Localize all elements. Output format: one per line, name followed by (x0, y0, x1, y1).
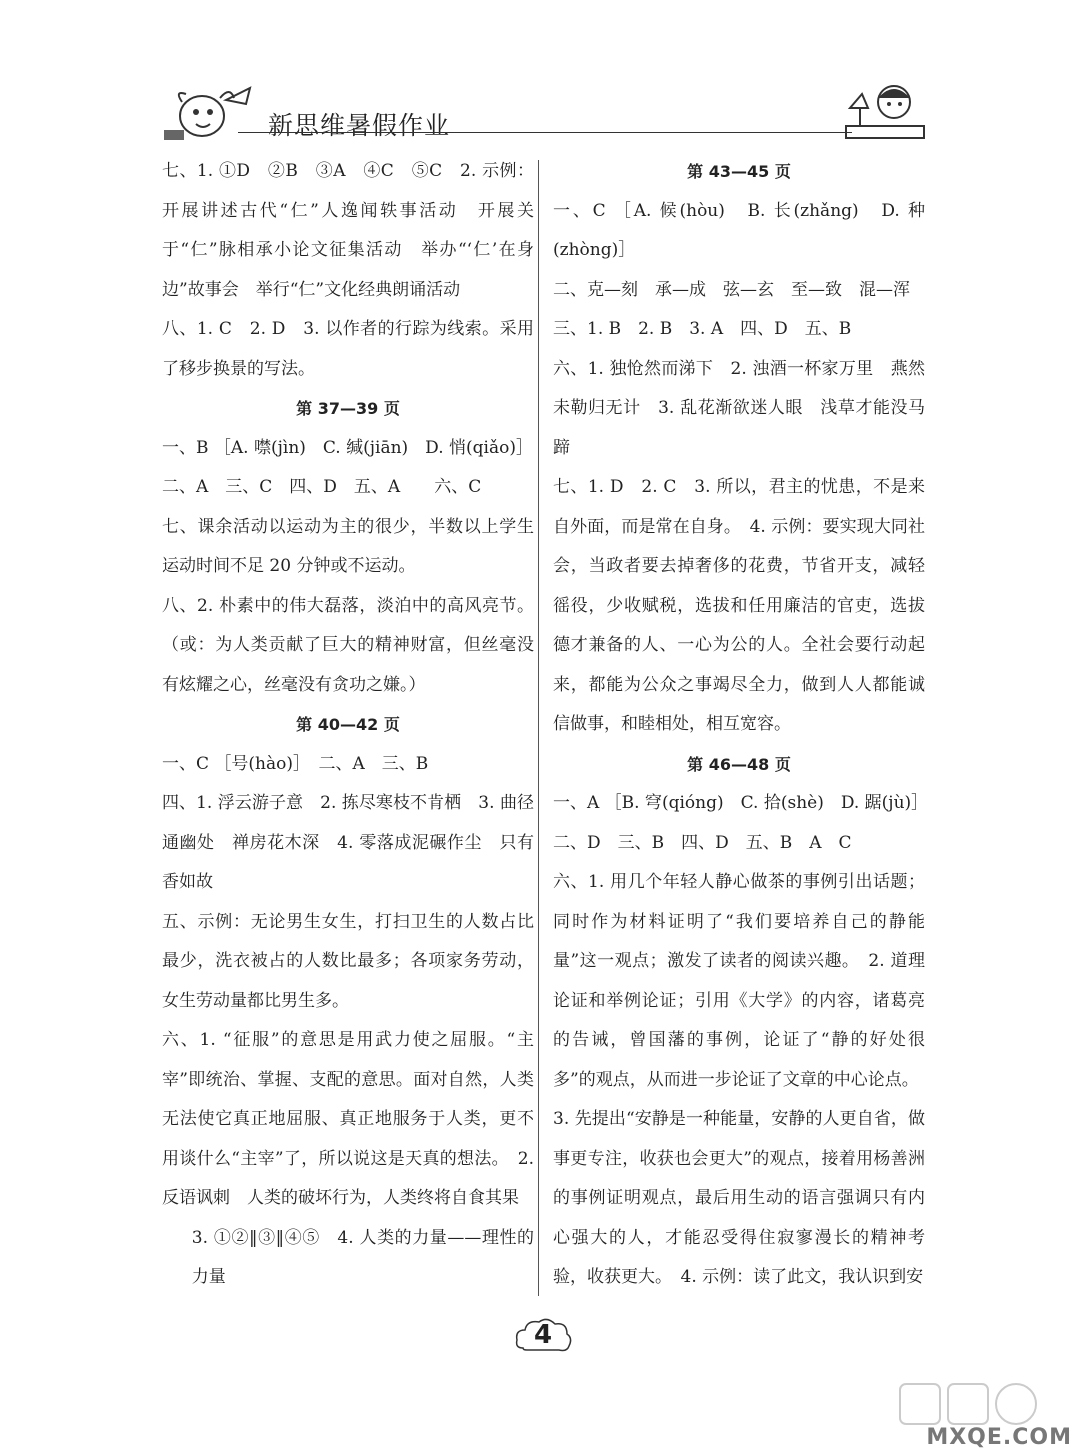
answer-paragraph: 六、1. 用几个年轻人静心做茶的事例引出话题；同时作为材料证明了“我们要培养自己的静能量”这一观点；激发了读者的阅读兴趣。 2. 道理论证和举例论证；引用《大学》的内容，诸葛亮的告诫，曾国藩的事例，论证了“静的好处很多”的观点，从而进一步论证了文章的中心论点。 (553, 872, 925, 1090)
left-answer-column (162, 152, 534, 1298)
answer-paragraph: 一、A ［B. 穹(qióng) C. 拾(shè) D. 踞(jù)］ (553, 793, 929, 813)
answer-paragraph: 六、1. “征服”的意思是用武力使之屈服。“主宰”即统治、掌握、支配的意思。面对自然，人类无法使它真正地屈服、真正地服务于人类，更不用谈什么“主宰”了，所以说这是天真的想法。 2. 反语讽刺 人类的破坏行为，人类终将自食其果 (162, 1030, 534, 1208)
answer-paragraph: 五、示例：无论男生女生，打扫卫生的人数占比最少，洗衣被占的人数比最多；各项家务劳动，女生劳动量都比男生多。 (162, 911, 534, 1011)
section-heading: 第 46—48 页 (687, 754, 791, 774)
answer-paragraph: 七、1. D 2. C 3. 所以，君主的忧患，不是来自外面，而是常在自身。 4. 示例：要实现大同社会，当政者要去掉奢侈的花费，节省开支，减轻徭役，少收赋税，选拔和任用廉洁的官吏，选拔德才兼备的人、一心为公的人。全社会要行动起来，都能为公众之事竭尽全力，做到人人都能诚信做事，和睦相处，相互宽容。 (553, 477, 925, 734)
column-divider (538, 160, 539, 1296)
header-rule (238, 132, 852, 133)
section-heading: 第 43—45 页 (687, 162, 791, 181)
answer-paragraph: 二、D 三、B 四、D 五、B A C (553, 832, 852, 853)
answer-paragraph: 七、课余活动以运动为主的很少，半数以上学生运动时间不足 20 分钟或不运动。 (162, 516, 534, 576)
page-number-badge (513, 1316, 573, 1356)
answer-paragraph: 一、B ［A. 噤(jìn) C. 缄(jiān) D. 悄(qiǎo)］ (162, 437, 533, 458)
answer-paragraph: 七、1. ①D ②B ③A ④C ⑤C 2. 示例：开展讲述古代“仁”人逸闻轶事活动 开展关于“仁”脉相承小论文征集活动 举办“‘仁’在身边”故事会 举行“仁”文化经典朗诵活动 (162, 161, 534, 300)
watermark-url: MXQE.COM (926, 1425, 1072, 1450)
answer-paragraph: 八、2. 朴素中的伟大磊落，淡泊中的高风亮节。（或：为人类贡献了巨大的精神财富，但丝毫没有炫耀之心，丝毫没有贪功之嫌。） (162, 595, 534, 695)
section-heading: 第 40—42 页 (296, 715, 400, 734)
watermark (880, 1380, 1080, 1454)
answer-paragraph: 六、1. 独怆然而涕下 2. 浊酒一杯家万里 燕然未勒归无计 3. 乱花渐欲迷人眼 浅草才能没马蹄 (553, 358, 925, 458)
answer-paragraph: 3. ①②‖③‖④⑤ 4. 人类的力量——理性的力量 (191, 1227, 534, 1287)
answer-paragraph: 3. 先提出“安静是一种能量，安静的人更自省，做事更专注，收获也会更大”的观点，接着用杨善洲的事例证明观点，最后用生动的语言强调只有内心强大的人，才能忍受得住寂寥漫长的精神考验，收获更大。 4. 示例：读了此文，我认识到安 (553, 1109, 925, 1287)
section-heading: 第 37—39 页 (296, 399, 400, 418)
answer-paragraph: 一、C ［号(hào)］ 二、A 三、B (162, 753, 429, 774)
answer-paragraph: 二、克—刻 承—成 弦—玄 至—致 混—浑 (553, 279, 910, 300)
page-number: 4 (533, 1320, 553, 1350)
mascot-girl-illustration (840, 80, 930, 142)
right-answer-column (553, 152, 929, 1298)
page-header (150, 80, 930, 140)
answer-paragraph: 三、1. B 2. B 3. A 四、D 五、B (553, 319, 852, 339)
header-title: 新思维暑假作业 (268, 111, 451, 140)
answer-paragraph: 八、1. C 2. D 3. 以作者的行踪为线索。采用了移步换景的写法。 (162, 319, 534, 379)
answer-paragraph: 二、A 三、C 四、D 五、A 六、C (162, 477, 482, 497)
answer-paragraph: 一、C ［A. 候(hòu) B. 长(zhǎng) D. 种(zhòng)］ (553, 200, 925, 260)
answer-paragraph: 四、1. 浮云游子意 2. 拣尽寒枝不肯栖 3. 曲径通幽处 禅房花木深 4. 零落成泥碾作尘 只有香如故 (162, 793, 534, 892)
